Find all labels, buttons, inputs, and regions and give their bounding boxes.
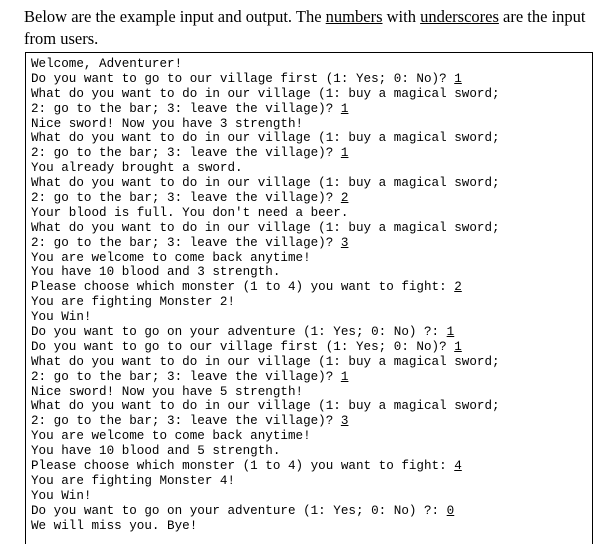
console-line <box>31 325 592 340</box>
console-line-text: 2: go to the bar; 3: leave the village)? <box>31 101 341 116</box>
console-line-text: What do you want to do in our village (1: buy a magical sword; <box>31 354 500 369</box>
console-line <box>31 251 592 266</box>
console-line-text: 2: go to the bar; 3: leave the village)? <box>31 235 341 250</box>
console-line-text: What do you want to do in our village (1: buy a magical sword; <box>31 86 500 101</box>
user-input-value: 4 <box>454 459 462 474</box>
console-line-text: We will miss you. Bye! <box>31 518 198 533</box>
console-line <box>31 161 592 176</box>
console-line <box>31 429 592 444</box>
user-input-value: 1 <box>454 339 462 354</box>
console-line-text: What do you want to do in our village (1: buy a magical sword; <box>31 399 500 414</box>
intro-underlined-underscores: underscores <box>420 7 499 26</box>
console-line-text: You Win! <box>31 488 92 503</box>
console-line <box>31 206 592 221</box>
console-line-text: Welcome, Adventurer! <box>31 57 183 71</box>
intro-text-before: Below are the example input and output. The <box>24 7 326 26</box>
console-line <box>31 295 592 310</box>
console-line-text: Do you want to go to our village first (1: Yes; 0: No)? <box>31 339 455 354</box>
console-line <box>31 117 592 132</box>
user-input-value: 1 <box>340 101 349 116</box>
user-input-value: 1 <box>446 325 455 340</box>
console-line-text: You are fighting Monster 4! <box>31 473 236 488</box>
user-input-value: 3 <box>340 414 349 429</box>
console-line-text: Nice sword! Now you have 5 strength! <box>31 384 304 399</box>
console-line-text: Do you want to go to our village first (1: Yes; 0: No)? <box>31 71 455 86</box>
console-line-text: Nice sword! Now you have 3 strength! <box>31 116 304 131</box>
console-line <box>31 370 592 385</box>
console-line-text: 2: go to the bar; 3: leave the village)? <box>31 414 341 429</box>
console-line-text: You have 10 blood and 5 strength. <box>31 444 281 459</box>
user-input-value: 2 <box>340 191 349 206</box>
console-line-text: You are fighting Monster 2! <box>31 295 236 310</box>
console-line-text: You are welcome to come back anytime! <box>31 429 311 444</box>
intro-underlined-numbers: numbers <box>325 7 383 26</box>
console-line <box>31 221 592 236</box>
console-line <box>31 57 592 72</box>
intro-text-after: are the input from users. <box>24 7 586 48</box>
console-line <box>31 265 592 280</box>
console-line-text: You already brought a sword. <box>31 161 243 176</box>
user-input-value: 3 <box>340 235 349 250</box>
console-line <box>31 340 592 355</box>
console-line-text: Please choose which monster (1 to 4) you want to fight: <box>31 459 455 474</box>
console-line <box>31 519 592 534</box>
user-input-value: 1 <box>340 369 349 384</box>
console-line <box>31 399 592 414</box>
console-line-text: 2: go to the bar; 3: leave the village)? <box>31 369 341 384</box>
console-line <box>31 414 592 429</box>
console-line-text: You are welcome to come back anytime! <box>31 250 311 265</box>
console-line-text: Do you want to go on your adventure (1: Yes; 0: No) ?: <box>31 503 447 518</box>
console-line <box>31 385 592 400</box>
console-line-text: 2: go to the bar; 3: leave the village)? <box>31 146 341 161</box>
console-line <box>31 489 592 504</box>
console-line-text: Your blood is full. You don't need a beer. <box>31 205 349 220</box>
console-line-text: You Win! <box>31 310 92 325</box>
console-line-text: 2: go to the bar; 3: leave the village)? <box>31 191 341 206</box>
console-line <box>31 280 592 295</box>
console-line <box>31 176 592 191</box>
console-output-box <box>25 52 593 544</box>
user-input-value: 1 <box>340 146 349 161</box>
user-input-value: 0 <box>446 503 455 518</box>
console-line <box>31 102 592 117</box>
console-line <box>31 191 592 206</box>
console-line <box>31 444 592 459</box>
console-line-text: You have 10 blood and 3 strength. <box>31 265 281 280</box>
console-line <box>31 474 592 489</box>
console-line <box>31 72 592 87</box>
user-input-value: 2 <box>454 280 462 295</box>
console-line-text: What do you want to do in our village (1: buy a magical sword; <box>31 220 500 235</box>
console-line <box>31 504 592 519</box>
console-line <box>31 146 592 161</box>
console-line <box>31 459 592 474</box>
user-input-value: 1 <box>454 71 462 86</box>
console-line <box>31 310 592 325</box>
console-line <box>31 131 592 146</box>
console-line <box>31 236 592 251</box>
console-line <box>31 87 592 102</box>
console-line-text: Do you want to go on your adventure (1: Yes; 0: No) ?: <box>31 325 447 340</box>
console-line-text: Please choose which monster (1 to 4) you want to fight: <box>31 280 455 295</box>
intro-paragraph <box>24 6 594 50</box>
console-line <box>31 355 592 370</box>
intro-text-middle: with <box>382 7 421 26</box>
console-line-text: What do you want to do in our village (1: buy a magical sword; <box>31 176 500 191</box>
console-line-text: What do you want to do in our village (1: buy a magical sword; <box>31 131 500 146</box>
